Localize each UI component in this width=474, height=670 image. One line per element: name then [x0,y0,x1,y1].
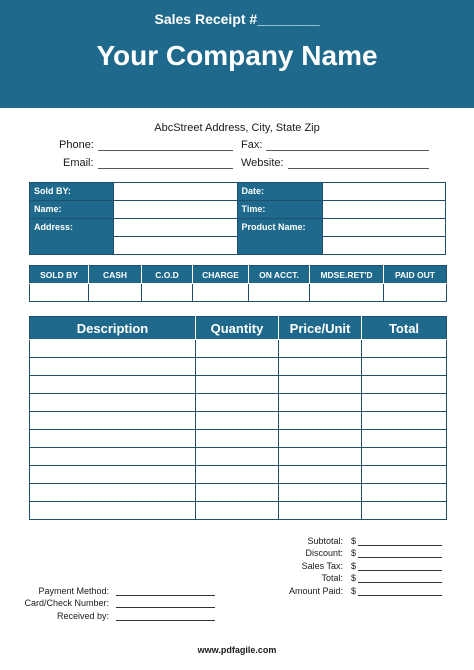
totals-field[interactable] [358,587,442,596]
currency-symbol: $ [351,573,357,583]
quantity-cell[interactable] [196,430,279,448]
fax-label: Fax: [241,139,263,151]
totals-field[interactable] [358,574,442,583]
footer-website: www.pdfagile.com [197,645,277,655]
currency-symbol: $ [351,585,357,596]
payment-info-row [20,596,215,609]
website-field[interactable] [288,157,429,169]
quantity-cell[interactable] [196,448,279,466]
total-cell[interactable] [362,340,447,358]
payment-type-table [29,265,447,302]
description-cell[interactable] [30,448,196,466]
address-field-2[interactable] [113,237,237,255]
quantity-cell[interactable] [196,502,279,520]
table-row [30,430,447,448]
customer-info-table [29,182,446,255]
quantity-cell[interactable] [196,412,279,430]
totals-field[interactable] [358,562,442,571]
description-cell[interactable] [30,358,196,376]
name-field[interactable] [113,201,237,219]
cash-cell[interactable] [89,284,142,302]
description-cell[interactable] [30,340,196,358]
payment-info-field[interactable] [116,599,215,608]
email-label: Email: [63,157,94,169]
description-cell[interactable] [30,466,196,484]
product-name-field-2[interactable] [323,237,446,255]
description-cell[interactable] [30,430,196,448]
name-label: Name: [30,201,114,219]
items-table [29,316,447,520]
col-cod: C.O.D [142,266,193,284]
phone-row [59,139,233,151]
col-paid-out: PAID OUT [384,266,447,284]
table-row [30,412,447,430]
quantity-cell[interactable] [196,358,279,376]
currency-symbol: $ [351,560,357,571]
totals-label: Discount: [305,548,343,558]
table-row [30,340,447,358]
company-address: AbcStreet Address, City, State Zip [154,122,320,134]
address-label: Address: [30,219,114,255]
total-cell[interactable] [362,394,447,412]
totals-label: Subtotal: [307,535,343,546]
total-cell[interactable] [362,376,447,394]
on-acct-cell[interactable] [249,284,310,302]
payment-info-label: Payment Method: [38,585,109,596]
col-sold-by: SOLD BY [30,266,89,284]
currency-symbol: $ [351,535,357,546]
table-row [30,376,447,394]
price-unit-cell[interactable] [279,466,362,484]
quantity-cell[interactable] [196,466,279,484]
payment-info-row [20,608,215,621]
charge-cell[interactable] [193,284,249,302]
price-unit-cell[interactable] [279,484,362,502]
col-description: Description [30,317,196,340]
col-quantity: Quantity [196,317,279,340]
col-charge: CHARGE [193,266,249,284]
totals-row [280,546,442,559]
col-total: Total [362,317,447,340]
price-unit-cell[interactable] [279,376,362,394]
time-field[interactable] [323,201,446,219]
payment-info-label: Card/Check Number: [24,598,109,608]
col-on-acct: ON ACCT. [249,266,310,284]
description-cell[interactable] [30,376,196,394]
quantity-cell[interactable] [196,394,279,412]
totals-label: Sales Tax: [301,560,343,571]
product-name-label: Product Name: [237,219,323,255]
time-label: Time: [237,201,323,219]
col-mdse-retd: MDSE.RET'D [310,266,384,284]
payment-info-field[interactable] [116,612,215,621]
website-row [241,157,429,169]
price-unit-cell[interactable] [279,430,362,448]
payment-info-field[interactable] [116,587,215,596]
total-cell[interactable] [362,430,447,448]
table-row [30,502,447,520]
totals-row [280,571,442,584]
phone-label: Phone: [59,139,94,151]
currency-symbol: $ [351,548,357,558]
total-cell[interactable] [362,448,447,466]
price-unit-cell[interactable] [279,448,362,466]
quantity-cell[interactable] [196,376,279,394]
table-row [30,394,447,412]
table-row [30,358,447,376]
total-cell[interactable] [362,412,447,430]
email-row [63,157,233,169]
quantity-cell[interactable] [196,484,279,502]
total-cell[interactable] [362,502,447,520]
table-row [30,484,447,502]
table-row [30,448,447,466]
payment-info-label: Received by: [56,610,109,621]
total-cell[interactable] [362,466,447,484]
date-field[interactable] [323,183,446,201]
email-field[interactable] [98,157,233,169]
description-cell[interactable] [30,502,196,520]
total-cell[interactable] [362,358,447,376]
phone-field[interactable] [98,139,233,151]
website-label: Website: [241,157,284,169]
description-cell[interactable] [30,412,196,430]
total-cell[interactable] [362,484,447,502]
totals-row [280,558,442,571]
description-cell[interactable] [30,484,196,502]
payment-info-section [20,583,215,621]
paid-out-cell[interactable] [384,284,447,302]
address-field-1[interactable] [113,219,237,237]
price-unit-cell[interactable] [279,394,362,412]
price-unit-cell[interactable] [279,412,362,430]
totals-row [280,583,442,596]
sold-by-label: Sold BY: [30,183,114,201]
payment-info-row [20,583,215,596]
fax-field[interactable] [266,139,429,151]
receipt-number: Sales Receipt #________ [154,11,320,27]
totals-row [280,533,442,546]
header-banner [0,0,474,108]
col-cash: CASH [89,266,142,284]
price-unit-cell[interactable] [279,502,362,520]
col-price-unit: Price/Unit [279,317,362,340]
totals-field[interactable] [358,537,442,546]
table-row [30,466,447,484]
totals-field[interactable] [358,549,442,558]
company-name: Your Company Name [96,40,378,71]
fax-row [241,139,429,151]
mdse-retd-cell[interactable] [310,284,384,302]
description-cell[interactable] [30,394,196,412]
sold-by-field[interactable] [113,183,237,201]
totals-label: Amount Paid: [288,585,343,596]
totals-label: Total: [321,573,343,583]
quantity-cell[interactable] [196,340,279,358]
sold-by-cell[interactable] [30,284,89,302]
price-unit-cell[interactable] [279,340,362,358]
price-unit-cell[interactable] [279,358,362,376]
product-name-field-1[interactable] [323,219,446,237]
cod-cell[interactable] [142,284,193,302]
totals-section [280,533,442,596]
date-label: Date: [237,183,323,201]
